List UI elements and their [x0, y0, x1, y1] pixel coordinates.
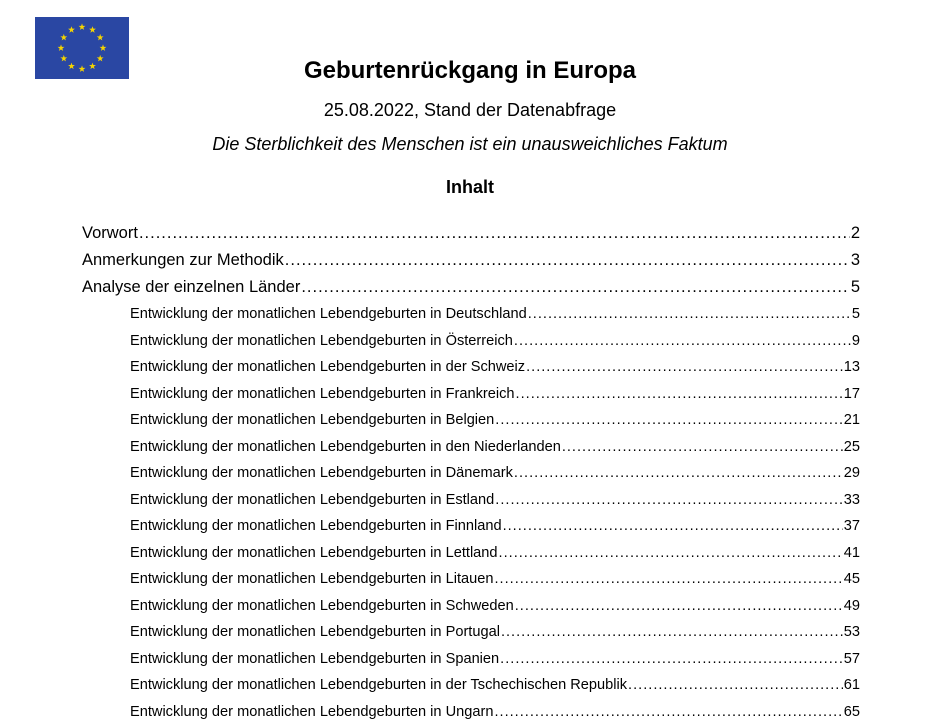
toc-entry[interactable]: [82, 274, 860, 301]
toc-subentry[interactable]: [130, 407, 860, 434]
toc-subentry[interactable]: [130, 354, 860, 381]
toc-heading: Inhalt: [446, 177, 494, 197]
toc-entry-page-number: 53: [843, 624, 860, 640]
toc-dot-leader: [301, 274, 849, 301]
toc-entry-label: Entwicklung der monatlichen Lebendgeburten in der Tschechischen Republik: [130, 677, 628, 693]
toc-subentry[interactable]: [130, 328, 860, 355]
toc-entry-page-number: 29: [843, 465, 860, 481]
toc-dot-leader: [528, 301, 851, 328]
toc-entry-page-number: 3: [850, 251, 860, 269]
toc-dot-leader: [285, 247, 850, 274]
toc-entry-label: Entwicklung der monatlichen Lebendgeburten in Finnland: [130, 518, 502, 534]
toc-entry-label: Entwicklung der monatlichen Lebendgeburten in Dänemark: [130, 465, 513, 481]
toc-entry[interactable]: [82, 247, 860, 274]
toc-subentry[interactable]: [130, 487, 860, 514]
document-subtitle: 25.08.2022, Stand der Datenabfrage: [323, 100, 617, 120]
toc-dot-leader: [562, 434, 843, 461]
toc-entry[interactable]: [82, 220, 860, 247]
document-motto: Die Sterblichkeit des Menschen ist ein unausweichliches Faktum: [212, 134, 728, 154]
toc-entry-label: Entwicklung der monatlichen Lebendgeburten in Portugal: [130, 624, 500, 640]
toc-entry-page-number: 5: [850, 278, 860, 296]
toc-dot-leader: [495, 407, 842, 434]
toc-dot-leader: [501, 619, 843, 646]
toc-entry-label: Entwicklung der monatlichen Lebendgeburten in Deutschland: [130, 306, 527, 322]
toc-dot-leader: [503, 513, 843, 540]
toc-entry-page-number: 49: [843, 597, 860, 614]
toc-entry-label: Entwicklung der monatlichen Lebendgeburten in der Schweiz: [130, 359, 526, 375]
toc-subentry[interactable]: [130, 672, 860, 699]
toc-dot-leader: [515, 593, 843, 620]
toc-dot-leader: [500, 646, 843, 673]
toc-entry-page-number: 65: [843, 703, 860, 720]
toc-subentry[interactable]: [130, 301, 860, 328]
toc-entry-page-number: 33: [843, 491, 860, 508]
toc-subentry[interactable]: [130, 566, 860, 593]
toc-entry-label: Anmerkungen zur Methodik: [82, 251, 284, 269]
toc-entry-label: Entwicklung der monatlichen Lebendgeburten in Estland: [130, 491, 495, 508]
toc-entry-label: Analyse der einzelnen Länder: [82, 278, 301, 296]
toc-subentry[interactable]: [130, 434, 860, 461]
document-title: Geburtenrückgang in Europa: [303, 57, 637, 84]
toc-dot-leader: [516, 381, 843, 408]
toc-subentry[interactable]: [130, 460, 860, 487]
toc-dot-leader: [495, 487, 842, 514]
toc-entry-page-number: 57: [843, 650, 860, 667]
toc-entry-label: Vorwort: [82, 224, 138, 242]
toc-entry-label: Entwicklung der monatlichen Lebendgeburten in Schweden: [130, 597, 514, 614]
toc-dot-leader: [526, 354, 843, 381]
toc-entry-label: Entwicklung der monatlichen Lebendgeburten in Belgien: [130, 412, 495, 428]
toc-entry-page-number: 2: [850, 224, 860, 242]
toc-entry-label: Entwicklung der monatlichen Lebendgeburten in Österreich: [130, 332, 513, 349]
toc-entry-page-number: 13: [843, 359, 860, 375]
toc-entry-page-number: 5: [851, 306, 860, 322]
toc-entry-page-number: 61: [843, 677, 860, 693]
toc-dot-leader: [139, 220, 850, 247]
toc-dot-leader: [494, 699, 842, 726]
toc-entry-label: Entwicklung der monatlichen Lebendgeburten in Litauen: [130, 571, 494, 587]
toc-entry-page-number: 25: [843, 438, 860, 455]
toc-subentry[interactable]: [130, 699, 860, 726]
toc-entry-label: Entwicklung der monatlichen Lebendgeburten in Ungarn: [130, 703, 494, 720]
toc-subentry[interactable]: [130, 646, 860, 673]
toc-entry-page-number: 9: [851, 332, 860, 349]
toc-entry-page-number: 45: [843, 571, 860, 587]
toc-dot-leader: [494, 566, 842, 593]
toc-entry-label: Entwicklung der monatlichen Lebendgeburten in Spanien: [130, 650, 500, 667]
toc-entry-label: Entwicklung der monatlichen Lebendgeburten in Frankreich: [130, 385, 515, 402]
toc-subentry[interactable]: [130, 513, 860, 540]
toc-subentry[interactable]: [130, 381, 860, 408]
toc-dot-leader: [499, 540, 843, 567]
toc-subentry[interactable]: [130, 593, 860, 620]
toc-entry-label: Entwicklung der monatlichen Lebendgeburten in den Niederlanden: [130, 438, 561, 455]
toc-dot-leader: [628, 672, 843, 699]
toc-entry-page-number: 41: [843, 544, 860, 561]
toc-entry-label: Entwicklung der monatlichen Lebendgeburten in Lettland: [130, 544, 498, 561]
toc-dot-leader: [514, 460, 843, 487]
toc-subentry[interactable]: [130, 540, 860, 567]
toc-dot-leader: [514, 328, 851, 355]
toc-entry-page-number: 21: [843, 412, 860, 428]
toc-subentry[interactable]: [130, 619, 860, 646]
toc-entry-page-number: 37: [843, 518, 860, 534]
toc-entry-page-number: 17: [843, 385, 860, 402]
